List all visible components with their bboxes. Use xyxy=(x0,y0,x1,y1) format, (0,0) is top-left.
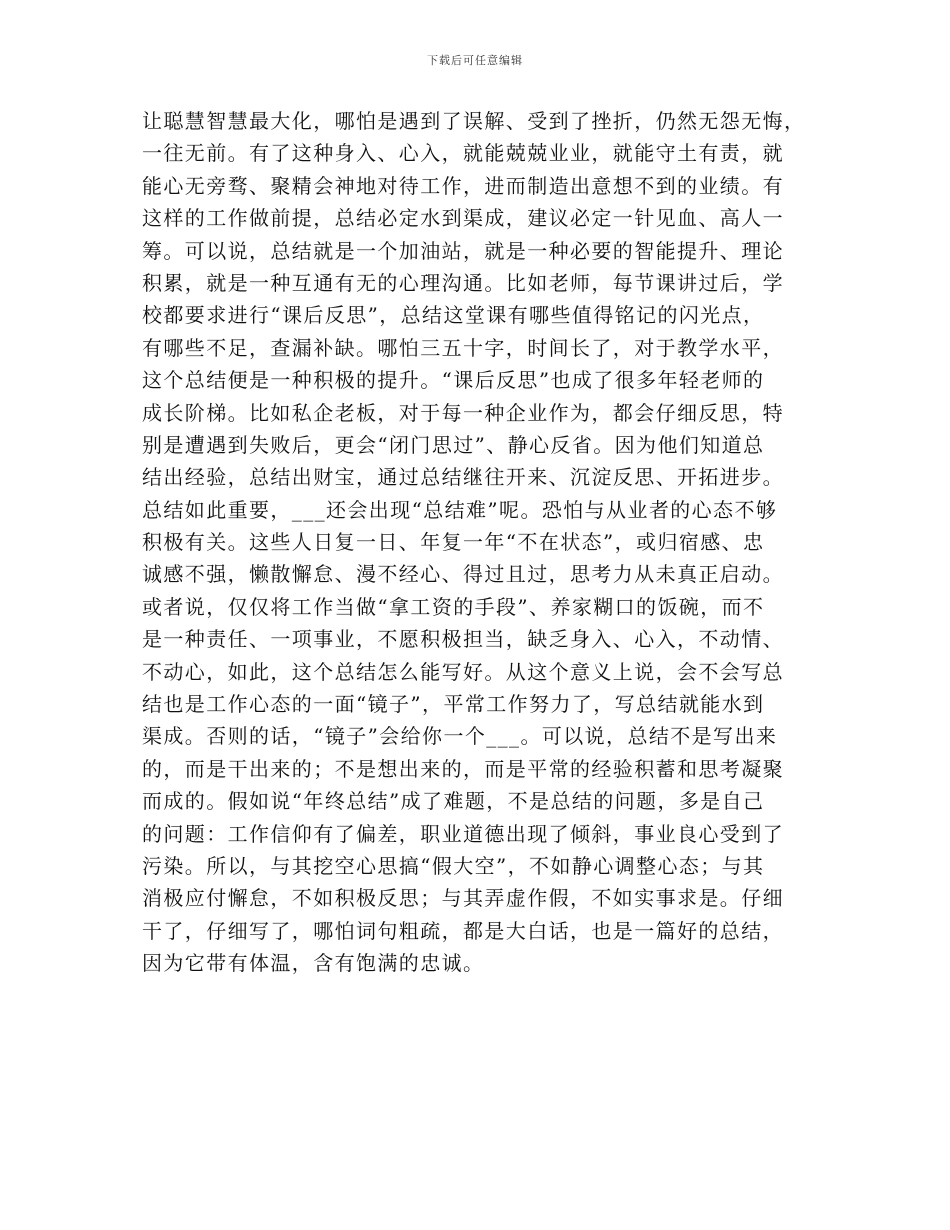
body-line-4: 这样的工作做前提，总结必定水到渠成，建议必定一针见血、高人一 xyxy=(142,206,784,231)
body-line-13: 总结如此重要，___还会出现“总结难”呢。恐怕与从业者的心态不够 xyxy=(142,497,778,522)
body-line-20: 渠成。否则的话，“镜子”会给你一个___。可以说，总结不是写出来 xyxy=(142,724,778,749)
body-line-17: 是一种责任、一项事业，不愿积极担当，缺乏身入、心入，不动情、 xyxy=(142,627,784,652)
body-line-2: 一往无前。有了这种身入、心入，就能兢兢业业，就能守土有责，就 xyxy=(142,141,784,166)
body-line-21: 的，而是干出来的；不是想出来的，而是平常的经验积蓄和思考凝聚 xyxy=(142,756,784,781)
body-line-19: 结也是工作心态的一面“镜子”，平常工作努力了，写总结就能水到 xyxy=(142,692,765,717)
body-line-26: 干了，仔细写了，哪怕词句粗疏，都是大白话，也是一篇好的总结， xyxy=(142,918,784,943)
body-line-7: 校都要求进行“课后反思”，总结这堂课有哪些值得铭记的闪光点， xyxy=(142,303,765,328)
body-line-8: 有哪些不足，查漏补缺。哪怕三五十字，时间长了，对于教学水平， xyxy=(142,335,784,360)
body-line-3: 能心无旁骛、聚精会神地对待工作，进而制造出意想不到的业绩。有 xyxy=(142,173,784,198)
body-line-14: 积极有关。这些人日复一日、年复一年“不在状态”，或归宿感、忠 xyxy=(142,530,765,555)
body-line-25: 消极应付懈怠，不如积极反思；与其弄虚作假，不如实事求是。仔细 xyxy=(142,886,784,911)
body-line-16: 或者说，仅仅将工作当做“拿工资的手段”、养家糊口的饭碗，而不 xyxy=(142,594,765,619)
body-line-23: 的问题：工作信仰有了偏差，职业道德出现了倾斜，事业良心受到了 xyxy=(142,821,784,846)
body-line-6: 积累，就是一种互通有无的心理沟通。比如老师，每节课讲过后，学 xyxy=(142,270,784,295)
body-line-18: 不动心，如此，这个总结怎么能写好。从这个意义上说，会不会写总 xyxy=(142,659,784,684)
page-header: 下载后可任意编辑 xyxy=(427,54,523,67)
body-line-27: 因为它带有体温，含有饱满的忠诚。 xyxy=(142,951,485,976)
body-line-9: 这个总结便是一种积极的提升。“课后反思”也成了很多年轻老师的 xyxy=(142,368,765,393)
body-line-10: 成长阶梯。比如私企老板，对于每一种企业作为，都会仔细反思，特 xyxy=(142,400,784,425)
body-line-22: 而成的。假如说“年终总结”成了难题，不是总结的问题，多是自己 xyxy=(142,789,765,814)
body-line-15: 诚感不强，懒散懈怠、漫不经心、得过且过，思考力从未真正启动。 xyxy=(142,562,784,587)
document-body xyxy=(142,105,814,980)
body-line-1: 让聪慧智慧最大化，哪怕是遇到了误解、受到了挫折，仍然无怨无悔， xyxy=(142,109,806,133)
body-line-5: 筹。可以说，总结就是一个加油站，就是一种必要的智能提升、理论 xyxy=(142,238,784,263)
body-line-24: 污染。所以，与其挖空心思搞“假大空”，不如静心调整心态；与其 xyxy=(142,853,765,878)
body-line-11: 别是遭遇到失败后，更会“闭门思过”、静心反省。因为他们知道总 xyxy=(142,432,765,457)
body-line-12: 结出经验，总结出财宝，通过总结继往开来、沉淀反思、开拓进步。 xyxy=(142,465,784,490)
